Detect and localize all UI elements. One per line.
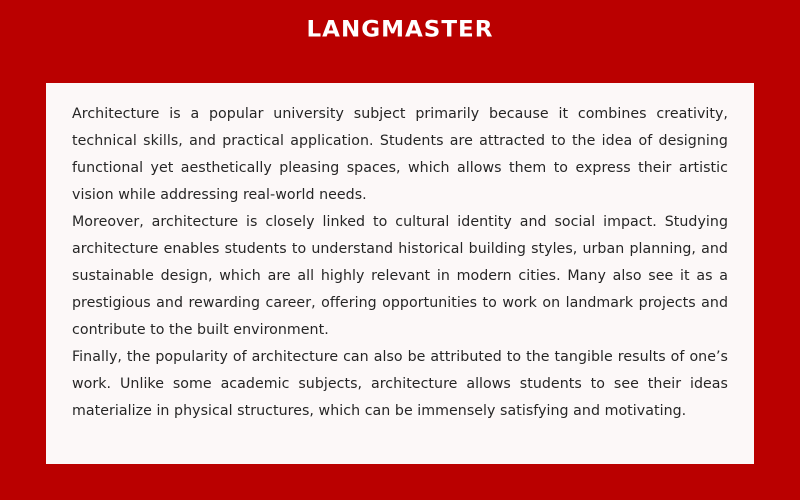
langmaster-logo: LANGMASTER [306,17,494,43]
paragraph-1: Architecture is a popular university subject primarily because it combines creativity, technical skills, and practical application. Students are attracted to the idea of designing functional yet aesthetically pleasing spaces, which allows them to express their artistic vision while addressing real-world needs. [72,106,728,203]
essay-card [46,83,754,464]
paragraph-3: Finally, the popularity of architecture can also be attributed to the tangible results of one’s work. Unlike some academic subjects, architecture allows students to see their ideas materialize in physical structures, which can be immensely satisfying and motivating. [72,349,728,419]
paragraph-2: Moreover, architecture is closely linked to cultural identity and social impact. Studying architecture enables students to understand historical building styles, urban planning, and sustainable design, which are all highly relevant in modern cities. Many also see it as a prestigious and rewarding career, offering opportunities to work on landmark projects and contribute to the built environment. [72,214,728,338]
